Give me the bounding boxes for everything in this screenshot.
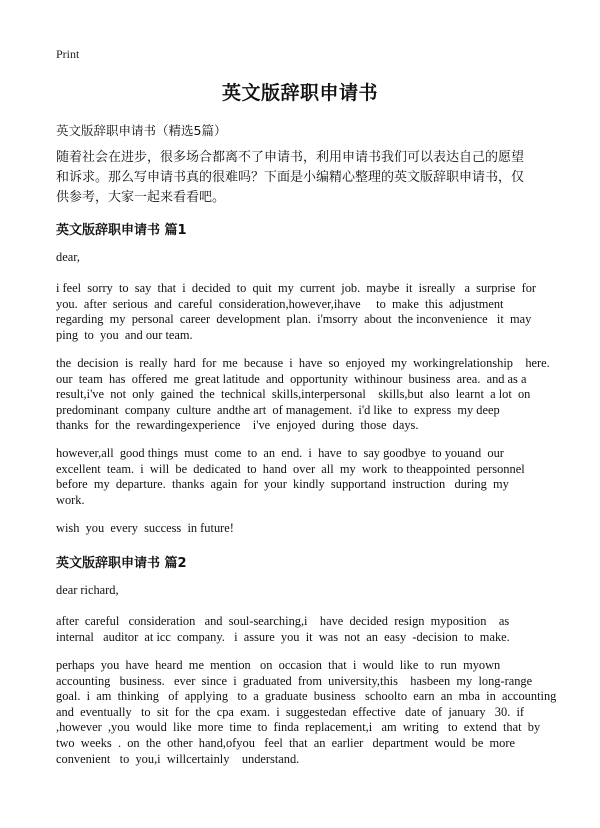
text-line: before my departure. thanks again for your kindly supportand instruction during my [56,477,509,492]
text-line: and eventually to sit for the cpa exam. i suggestedan effective date of january 30. if [56,704,525,719]
text-line: dear, [56,250,80,264]
intro-paragraph [56,148,554,208]
text-line: accounting business. ever since i graduated from university,this hasbeen my long-range [56,673,533,688]
text-line: goal. i am thinking of applying to a graduate business schoolto earn an mba in accounting [56,689,557,704]
text-line: our team has offered me great latitude and opportunity withinour business area. and as a [56,371,527,386]
text-line: the decision is really hard for me because i have so enjoyed my workingrelationship here. [56,356,550,370]
text-line: excellent team. i will be dedicated to hand over all my work to theappointed personnel [56,461,525,476]
text-line: perhaps you have heard me mention on occasion that i would like to run myown [56,658,501,672]
body-paragraph [56,281,546,343]
text-line: ,however ,you would like more time to finda replacement,i am writing to extend that by [56,720,541,735]
text-line: two weeks . on the other hand,ofyou feel that an earlier department would be more [56,735,515,750]
text-line: regarding my personal career development plan. i'msorry about the inconvenience it may [56,312,532,327]
closing-line [56,521,546,537]
intro-line: 随着社会在进步，很多场合都离不了申请书，利用申请书我们可以表达自己的愿望 [56,150,525,165]
text-line: you. after serious and careful consideration,however,ihave to make this adjustment [56,296,504,311]
body-paragraph [56,614,546,645]
body-paragraph [56,446,546,508]
intro-line: 和诉求。那么写申请书真的很难吗？下面是小编精心整理的英文版辞职申请书，仅 [56,170,525,185]
text-line: internal auditor at icc company. i assure you it was not an easy -decision to make. [56,629,510,644]
section-heading-2: 英文版辞职申请书 篇2 [56,556,187,571]
text-line: ping to you and our team. [56,327,193,342]
intro-line: 供参考，大家一起来看看吧。 [56,190,226,205]
document-title: 英文版辞职申请书 [221,82,378,104]
body-paragraph [56,356,550,434]
body-paragraph [56,658,557,767]
salutation [56,583,546,599]
text-line: result,i've not only gained the technical skills,interpersonal skills,but also learnt a lot on [56,387,531,402]
text-line: i feel sorry to say that i decided to quit my current job. maybe it isreally a surprise for [56,281,537,295]
text-line: convenient to you,i willcertainly understand. [56,751,300,766]
text-line: thanks for the rewardingexperience i've enjoyed during those days. [56,418,419,433]
text-line: however,all good things must come to an end. i have to say goodbye to youand our [56,446,504,460]
text-line: dear richard, [56,583,119,597]
text-line: wish you every success in future! [56,521,234,535]
salutation [56,250,546,266]
text-line: predominant company culture andthe art of management. i'd like to express my deep [56,402,500,417]
section-heading-1: 英文版辞职申请书 篇1 [56,223,187,238]
print-label[interactable]: Print [56,47,80,61]
text-line: after careful consideration and soul-searching,i have decided resign myposition as [56,614,510,628]
document-subtitle: 英文版辞职申请书（精选5篇） [56,123,227,138]
text-line: work. [56,492,85,507]
